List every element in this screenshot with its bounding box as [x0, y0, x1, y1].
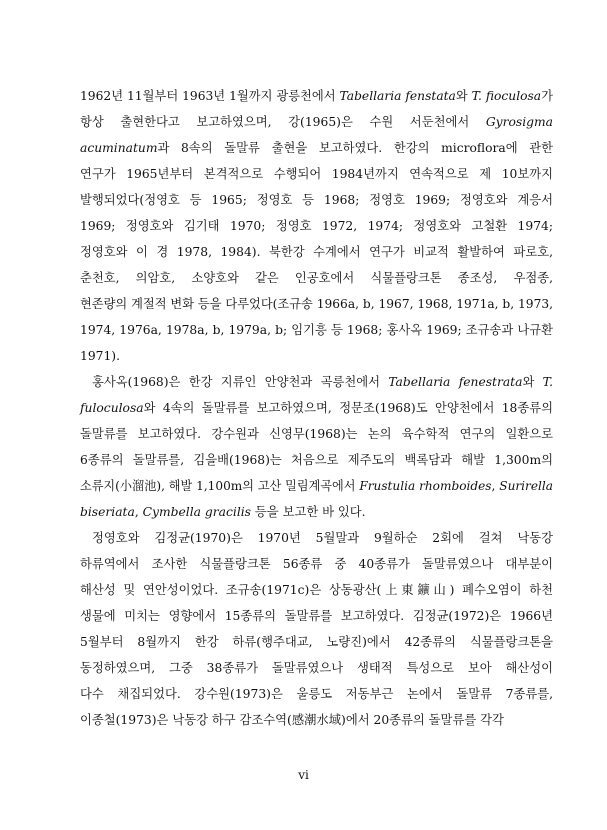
text-run: 등을 보고한 바 있다.	[251, 505, 366, 519]
text-line	[80, 551, 553, 577]
text-line	[80, 707, 553, 733]
text-line	[80, 525, 553, 551]
italic-taxon-name: Frustulia rhomboides	[359, 479, 492, 493]
text-line	[80, 161, 553, 187]
text-run: 5월부터 8월까지 한강 하류(행주대교, 노량진)에서 42종류의 식물플랑크톤을	[80, 635, 553, 649]
text-line	[80, 681, 553, 707]
text-line	[80, 187, 553, 213]
text-line	[80, 395, 553, 421]
text-run: 1974, 1976a, 1978a, b, 1979a, b; 임기흥 등 1968; 홍사옥 1969; 조규송과 나규환	[80, 323, 553, 337]
text-line	[80, 291, 553, 317]
text-line	[80, 447, 553, 473]
italic-taxon-name: Gyrosigma	[485, 115, 553, 129]
text-run: 정영호와 김정균(1970)은 1970년 5월말과 9월하순 2회에 걸쳐 낙동강	[92, 531, 553, 545]
text-run: 1971).	[80, 349, 121, 363]
text-run: 홍사옥(1968)은 한강 지류인 안양천과 곡릉천에서	[92, 375, 389, 389]
text-line	[80, 577, 553, 603]
text-line	[80, 213, 553, 239]
text-run: 소류지(小溜池), 해발 1,100m의 고산 밀림계곡에서	[80, 479, 360, 493]
text-line	[80, 655, 553, 681]
text-line	[80, 83, 553, 109]
text-run: ,	[491, 479, 500, 493]
text-run: ,	[134, 505, 143, 519]
text-line	[80, 239, 553, 265]
paragraph-1	[80, 83, 553, 369]
text-run: 정영호와 이 경 1978, 1984). 북한강 수계에서 연구가 비교적 활발하여 파로호,	[80, 245, 553, 259]
text-line	[80, 135, 553, 161]
italic-taxon-name: fuloculosa	[80, 401, 144, 415]
body-text	[80, 83, 553, 733]
text-run: 가	[541, 89, 554, 103]
text-run: 하류역에서 조사한 식물플랑크톤 56종류 중 40종류가 돌말류였으나 대부분이	[80, 557, 553, 571]
italic-taxon-name: biseriata	[80, 505, 135, 519]
text-line	[80, 109, 553, 135]
text-line	[80, 421, 553, 447]
text-run: 과 8속의 돌말류 출현을 보고하였다. 한강의 microflora에 관한	[157, 141, 553, 155]
text-run: 1962년 11월부터 1963년 1월까지 광릉천에서	[80, 89, 340, 103]
text-run: 6종류의 돌말류를, 김을배(1968)는 처음으로 제주도의 백록담과 해발 1,300m의	[80, 453, 553, 467]
italic-taxon-name: Tabellaria fenestrata	[388, 375, 523, 389]
text-line	[80, 499, 553, 525]
text-run: 돌말류를 보고하였다. 강수원과 신영무(1968)는 논의 육수학적 연구의 일환으로	[80, 427, 553, 441]
italic-taxon-name: Tabellaria fenstata	[339, 89, 456, 103]
italic-taxon-name: Surirella	[499, 479, 554, 493]
paragraph-3	[80, 525, 553, 733]
text-run: 항상 출현한다고 보고하였으며, 강(1965)은 수원 서둔천에서	[80, 115, 486, 129]
text-run: 와 4속의 돌말류를 보고하였으며, 정문조(1968)도 안양천에서 18종류의	[143, 401, 553, 415]
text-run: 현존량의 계절적 변화 등을 다루었다(조규송 1966a, b, 1967, 1968, 1971a, b, 1973,	[80, 297, 554, 311]
text-run: 와	[522, 375, 543, 389]
text-line	[80, 317, 553, 343]
text-line	[80, 265, 553, 291]
text-run: 다수 채집되었다. 강수원(1973)은 울릉도 저동부근 논에서 돌말류 7종류를,	[80, 687, 553, 701]
text-run: 춘천호, 의암호, 소양호와 같은 인공호에서 식물플랑크톤 종조성, 우점종,	[80, 271, 553, 285]
italic-taxon-name: acuminatum	[80, 141, 158, 155]
text-run: 1969; 정영호와 김기태 1970; 정영호 1972, 1974; 정영호와 고철환 1974;	[80, 219, 553, 233]
paragraph-2	[80, 369, 553, 525]
italic-taxon-name: Cymbella gracilis	[142, 505, 251, 519]
text-line	[80, 343, 553, 369]
text-run: 동정하였으며, 그중 38종류가 돌말류였으나 생태적 특성으로 보아 해산성이	[80, 661, 553, 675]
text-run: 와	[455, 89, 472, 103]
text-run: 발행되었다(정영호 등 1965; 정영호 등 1968; 정영호 1969; 정영호와 계응서	[80, 193, 553, 207]
text-run: 생물에 미치는 영향에서 15종류의 돌말류를 보고하였다. 김정균(1972)은 1966년	[80, 609, 553, 623]
text-line	[80, 629, 553, 655]
italic-taxon-name: T. fioculosa	[471, 89, 542, 103]
text-line	[80, 603, 553, 629]
text-run: 이종철(1973)은 낙동강 하구 감조수역(感潮水域)에서 20종류의 돌말류를 각각	[80, 713, 504, 727]
page-number: vi	[298, 768, 309, 782]
text-line	[80, 473, 553, 499]
text-run: 해산성 및 연안성이었다. 조규송(1971c)은 상동광산(上東鑛山) 폐수오염이 하천	[80, 583, 553, 597]
text-line	[80, 369, 553, 395]
text-run: 연구가 1965년부터 본격적으로 수행되어 1984년까지 연속적으로 제 10보까지	[80, 167, 553, 181]
italic-taxon-name: T.	[542, 375, 553, 389]
